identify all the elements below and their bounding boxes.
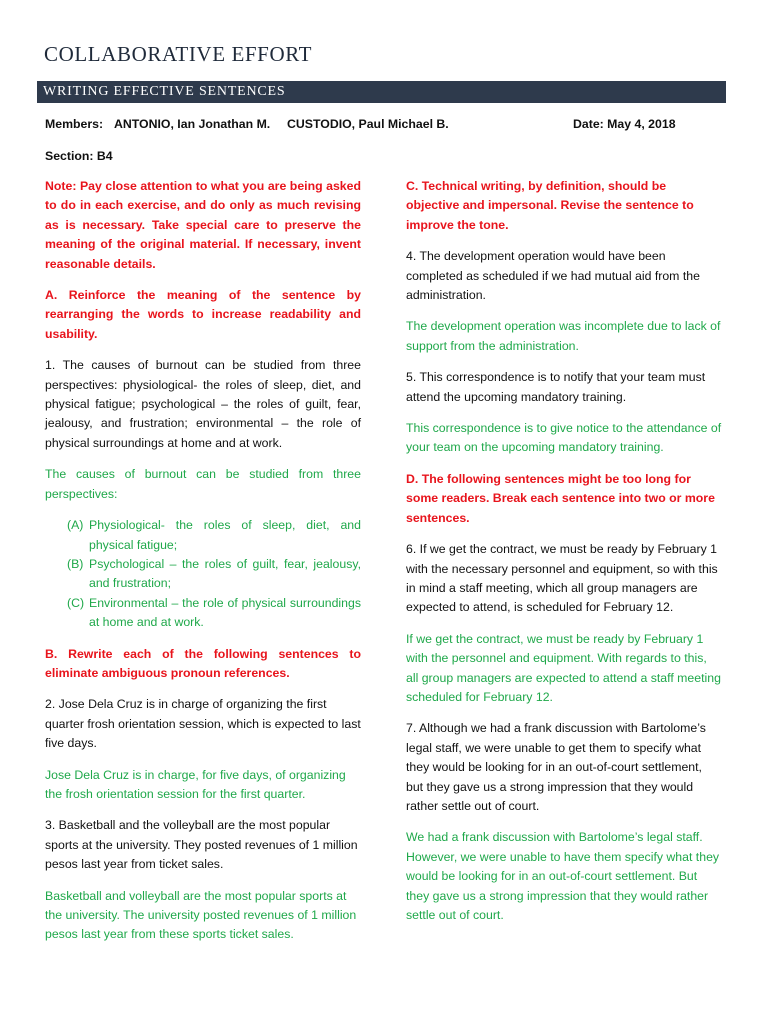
list-item-label: (A) xyxy=(67,518,84,533)
member-name-1: ANTONIO, Ian Jonathan M. xyxy=(114,117,271,131)
answer-3: Basketball and volleyball are the most popular sports at the university. The university posted revenues of 1 million pesos last year from these sports ticket sales. xyxy=(45,888,357,942)
right-column xyxy=(406,177,722,937)
question-4: 4. The development operation would have been completed as scheduled if we had mutual aid from the administration. xyxy=(406,249,700,303)
list-item-label: (C) xyxy=(67,595,85,610)
member-name-2: CUSTODIO, Paul Michael B. xyxy=(287,117,449,131)
list-item-text: Psychological – the roles of guilt, fear, jealousy, and frustration; xyxy=(89,556,361,591)
document-title: COLLABORATIVE EFFORT xyxy=(44,42,312,66)
exercise-c-heading: C. Technical writing, by definition, should be objective and impersonal. Revise the sentence to improve the tone. xyxy=(406,179,694,232)
question-2: 2. Jose Dela Cruz is in charge of organizing the first quarter frosh orientation session, which is expected to last five days. xyxy=(45,697,361,751)
list-item xyxy=(45,594,361,633)
list-item xyxy=(45,516,361,555)
answer-5: This correspondence is to give notice to the attendance of your team on the upcoming mandatory training. xyxy=(406,421,722,455)
answer-1-intro: The causes of burnout can be studied from three perspectives: xyxy=(45,467,361,501)
list-item-text: Environmental – the role of physical surroundings at home and at work. xyxy=(89,595,361,630)
exercise-d-heading: D. The following sentences might be too long for some readers. Break each sentence into two or more sentences. xyxy=(406,471,715,525)
answer-7: We had a frank discussion with Bartolome’s legal staff. However, we were unable to have them specify what they would be looking for in an out-of-court settlement. But they gave us a strong impression that they would rather settle out of court. xyxy=(406,830,720,922)
question-5: 5. This correspondence is to notify that your team must attend the upcoming mandatory training. xyxy=(406,370,706,404)
section-text: Section: B4 xyxy=(45,149,113,163)
left-column xyxy=(45,177,361,957)
answer-1-list xyxy=(45,516,361,632)
note-instruction: Note: Pay close attention to what you are being asked to do in each exercise, and do only as much revising as is necessary. Take special care to preserve the meaning of the original material. If necessary, invent reasonable details. xyxy=(45,179,361,271)
section-banner: WRITING EFFECTIVE SENTENCES xyxy=(37,81,726,103)
date-text: Date: May 4, 2018 xyxy=(573,117,676,131)
answer-4: The development operation was incomplete due to lack of support from the administration. xyxy=(406,319,721,353)
exercise-a-heading: A. Reinforce the meaning of the sentence by rearranging the words to increase readability and usability. xyxy=(45,288,361,341)
list-item-text: Physiological- the roles of sleep, diet, and physical fatigue; xyxy=(89,518,361,552)
exercise-b-heading: B. Rewrite each of the following sentences to eliminate ambiguous pronoun references. xyxy=(45,646,361,680)
list-item-label: (B) xyxy=(67,556,84,571)
question-3: 3. Basketball and the volleyball are the most popular sports at the university. They posted revenues of 1 million pesos last year from ticket sales. xyxy=(45,818,358,872)
members-label: Members: xyxy=(45,117,104,131)
question-1: 1. The causes of burnout can be studied from three perspectives: physiological- the roles of sleep, diet, and physical fatigue; psychological – the roles of guilt, fear, jealousy, and frustration; environmental – the role of physical surroundings at home and at work. xyxy=(45,358,361,450)
answer-2: Jose Dela Cruz is in charge, for five days, of organizing the frosh orientation session for the first quarter. xyxy=(45,767,346,801)
question-7: 7. Although we had a frank discussion with Bartolome’s legal staff, we were unable to get them to specify what they would be looking for in an out-of-court settlement, but they gave us a strong impression that they would rather settle out of court. xyxy=(406,721,706,813)
question-6: 6. If we get the contract, we must be ready by February 1 with the necessary personnel and equipment, so with this in mind a staff meeting, which all group managers are expected to attend, is scheduled for February 12. xyxy=(406,542,718,615)
answer-6: If we get the contract, we must be ready by February 1 with the personnel and equipment. With regards to this, all group managers are expected to attend a staff meeting scheduled for February 12. xyxy=(406,631,721,704)
list-item xyxy=(45,555,361,594)
